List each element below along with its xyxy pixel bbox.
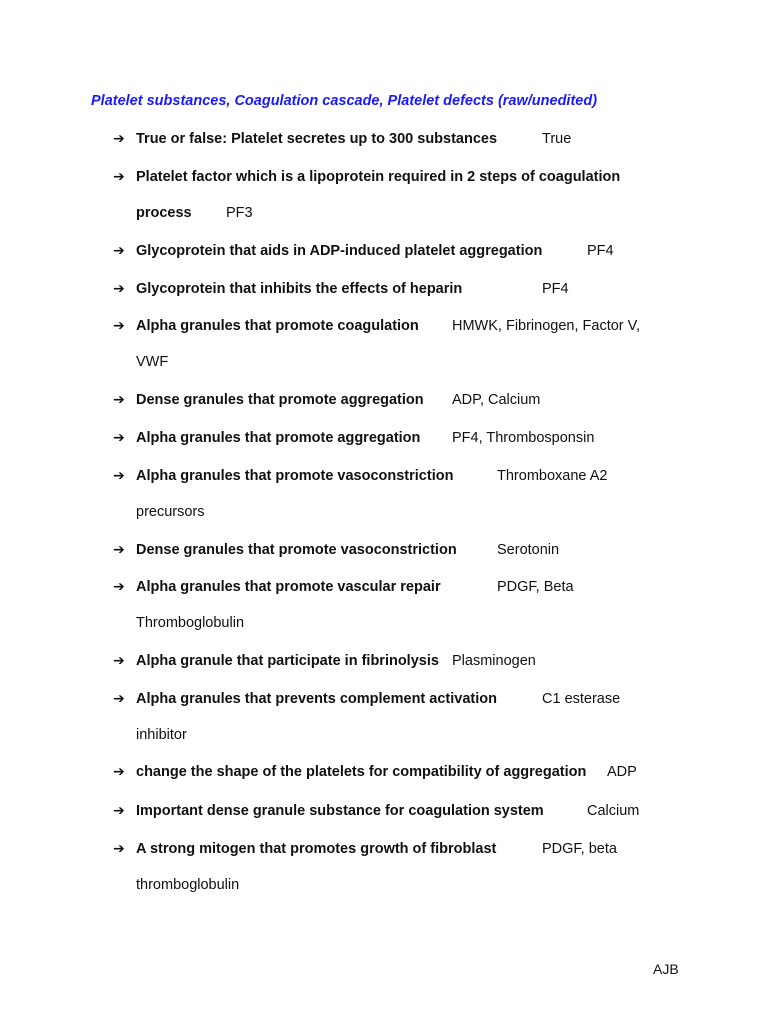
question-text: Alpha granules that promote vasoconstriction: [136, 468, 454, 484]
answer-text-continued: VWF: [136, 354, 169, 370]
question-text: Important dense granule substance for coagulation system: [136, 803, 544, 819]
arrow-bullet-icon: ➔: [113, 243, 125, 259]
question-text: Alpha granule that participate in fibrinolysis: [136, 653, 439, 669]
answer-text: Plasminogen: [452, 653, 536, 669]
answer-text: Thromboxane A2: [497, 468, 608, 484]
list-item: [113, 427, 673, 449]
arrow-bullet-icon: ➔: [113, 542, 125, 558]
question-text: Dense granules that promote aggregation: [136, 392, 424, 408]
list-item: [113, 166, 673, 224]
arrow-bullet-icon: ➔: [113, 579, 125, 595]
list-item: [113, 688, 673, 746]
answer-text-continued: thromboglobulin: [136, 877, 240, 893]
list-item: [113, 389, 673, 411]
list-item: [113, 650, 673, 672]
list-item: [113, 315, 673, 373]
answer-text: PF4, Thrombosponsin: [452, 430, 595, 446]
arrow-bullet-icon: ➔: [113, 392, 125, 408]
list-item: [113, 465, 673, 523]
answer-text: PF4: [587, 243, 614, 259]
arrow-bullet-icon: ➔: [113, 803, 125, 819]
answer-text-continued: inhibitor: [136, 727, 187, 743]
answer-text: HMWK, Fibrinogen, Factor V,: [452, 318, 641, 334]
question-text: change the shape of the platelets for compatibility of aggregation: [136, 764, 587, 780]
question-text: Glycoprotein that aids in ADP-induced platelet aggregation: [136, 243, 543, 259]
document-title: Platelet substances, Coagulation cascade, Platelet defects (raw/unedited): [91, 93, 598, 109]
question-text: Alpha granules that promote aggregation: [136, 430, 421, 446]
answer-text: PDGF, Beta: [497, 579, 574, 595]
arrow-bullet-icon: ➔: [113, 764, 125, 780]
answer-text: Calcium: [587, 803, 640, 819]
question-text: Platelet factor which is a lipoprotein required in 2 steps of coagulation: [136, 169, 621, 185]
answer-text-continued: precursors: [136, 504, 205, 520]
list-item: [113, 278, 673, 300]
question-text: True or false: Platelet secretes up to 300 substances: [136, 131, 498, 147]
question-text: Alpha granules that promote coagulation: [136, 318, 419, 334]
list-item: [113, 128, 673, 150]
list-item: [113, 240, 673, 262]
list-item: [113, 539, 673, 561]
answer-text: ADP: [607, 764, 637, 780]
answer-text: PF3: [226, 205, 253, 221]
answer-text: ADP, Calcium: [452, 392, 541, 408]
arrow-bullet-icon: ➔: [113, 691, 125, 707]
question-text-continued: process: [136, 205, 192, 221]
list-item: [113, 838, 673, 896]
question-text: Alpha granules that prevents complement activation: [136, 691, 497, 707]
list-item: [113, 761, 673, 783]
answer-text: True: [542, 131, 572, 147]
list-item: [113, 800, 673, 822]
arrow-bullet-icon: ➔: [113, 131, 125, 147]
arrow-bullet-icon: ➔: [113, 318, 125, 334]
footer-initials: AJB: [653, 961, 679, 977]
answer-text-continued: Thromboglobulin: [136, 615, 245, 631]
arrow-bullet-icon: ➔: [113, 169, 125, 185]
question-text: Glycoprotein that inhibits the effects of heparin: [136, 281, 463, 297]
question-text: A strong mitogen that promotes growth of fibroblast: [136, 841, 497, 857]
answer-text: C1 esterase: [542, 691, 621, 707]
list-item: [113, 576, 673, 634]
answer-text: PF4: [542, 281, 569, 297]
arrow-bullet-icon: ➔: [113, 281, 125, 297]
arrow-bullet-icon: ➔: [113, 841, 125, 857]
question-text: Dense granules that promote vasoconstriction: [136, 542, 457, 558]
arrow-bullet-icon: ➔: [113, 430, 125, 446]
answer-text: PDGF, beta: [542, 841, 617, 857]
arrow-bullet-icon: ➔: [113, 653, 125, 669]
question-text: Alpha granules that promote vascular repair: [136, 579, 441, 595]
answer-text: Serotonin: [497, 542, 560, 558]
arrow-bullet-icon: ➔: [113, 468, 125, 484]
